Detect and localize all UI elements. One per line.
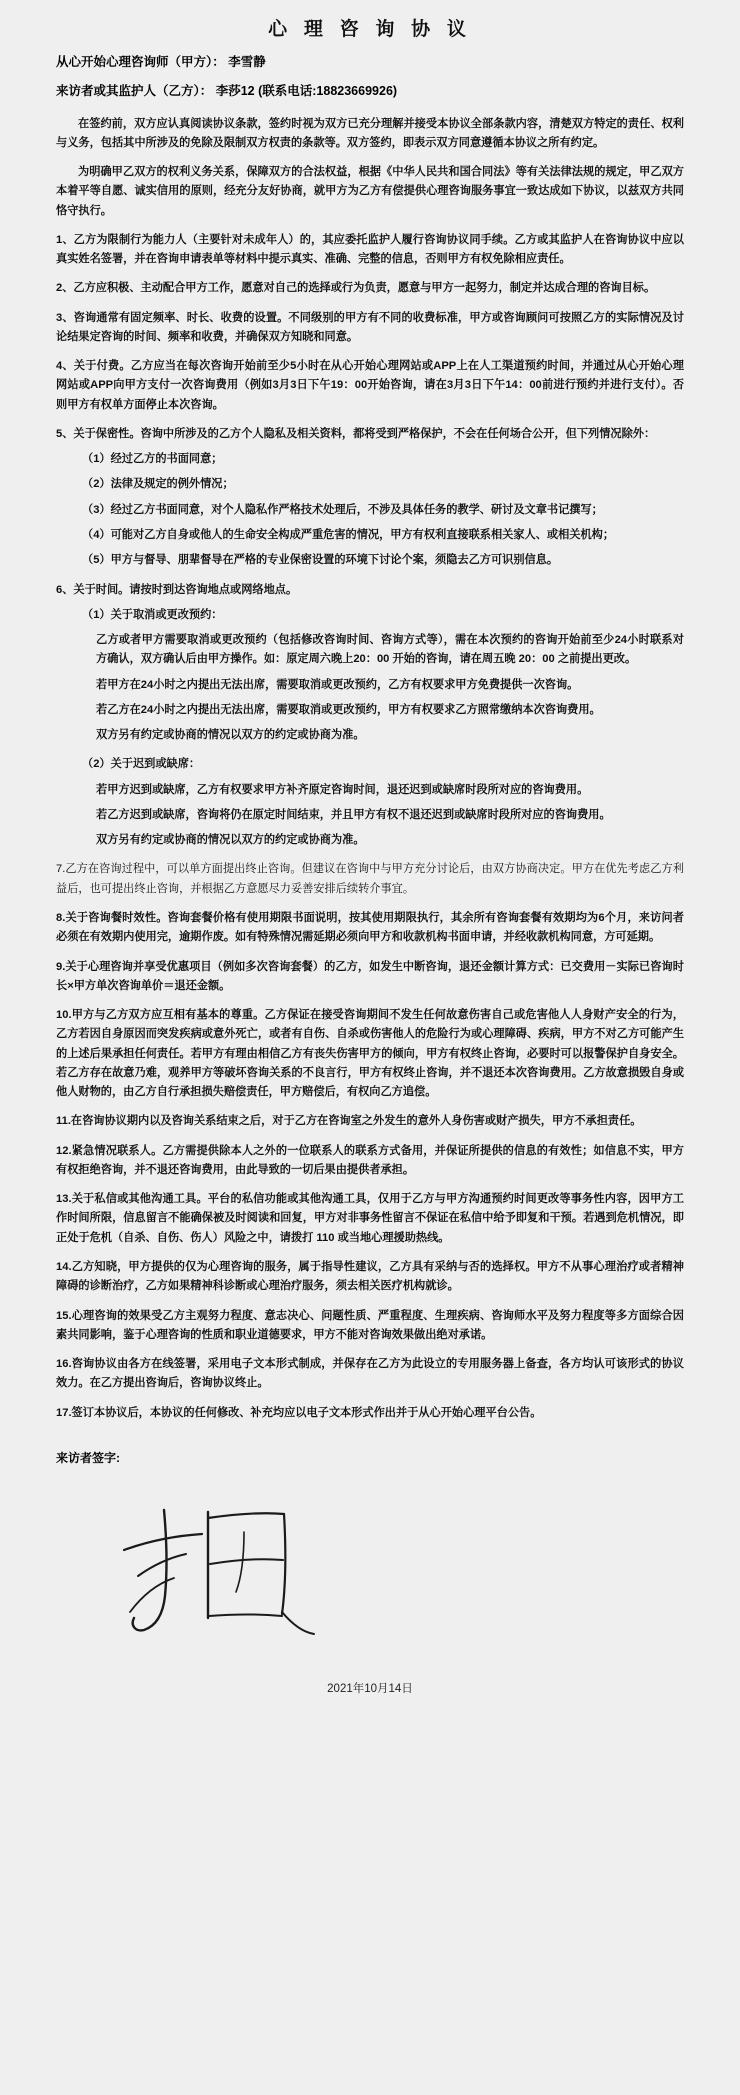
paragraph-clause-2: 2、乙方应积极、主动配合甲方工作，愿意对自己的选择或行为负责，愿意与甲方一起努力，制定并达成合理的咨询目标。 (56, 282, 656, 295)
paragraph-clause-6-2c: 双方另有约定或协商的情况以双方的约定或协商为准。 (96, 834, 365, 847)
handwritten-signature (116, 1492, 336, 1642)
paragraph-clause-6-2b: 若乙方迟到或缺席，咨询将仍在原定时间结束，并且甲方有权不退还迟到或缺席时段所对应的咨询费用。 (96, 808, 611, 821)
paragraph-clause-6-1a: 乙方或者甲方需要取消或更改预约（包括修改咨询时间、咨询方式等），需在本次预约的咨询开始前至少24小时联系对方确认，双方确认后由甲方操作。如：原定周六晚上20：00 开始的咨询，请在周五晚 20：00 之前提出更改。 (96, 634, 684, 666)
signature-label: 来访者签字: (56, 1450, 120, 1465)
paragraph-clause-11: 11.在咨询协议期内以及咨询关系结束之后，对于乙方在咨询室之外发生的意外人身伤害或财产损失，甲方不承担责任。 (56, 1115, 642, 1128)
paragraph-clause-5: 5、关于保密性。咨询中所涉及的乙方个人隐私及相关资料，都将受到严格保护，不会在任何场合公开，但下列情况除外： (56, 427, 656, 440)
party-a-line: 从心开始心理咨询师（甲方）： 李雪静 (56, 55, 266, 69)
paragraph-intro-1: 在签约前，双方应认真阅读协议条款，签约时视为双方已充分理解并接受本协议全部条款内容，清楚双方特定的责任、权利与义务，包括其中所涉及的免除及限制双方权责的条款等。双方签约，即表示双方同意遵循本协议之所有约定。 (56, 117, 684, 149)
paragraph-clause-5-5: （5）甲方与督导、朋辈督导在严格的专业保密设置的环境下讨论个案，须隐去乙方可识别信息。 (82, 554, 559, 567)
paragraph-intro-2: 为明确甲乙双方的权利义务关系，保障双方的合法权益，根据《中华人民共和国合同法》等有关法律法规的规定，甲乙双方本着平等自愿、诚实信用的原则，经充分友好协商，就甲方为乙方有偿提供心理咨询服务事宜一致达成如下协议，以兹双方共同恪守执行。 (56, 166, 684, 217)
paragraph-clause-6-1c: 若乙方在24小时之内提出无法出席，需要取消或更改预约，甲方有权要求乙方照常缴纳本次咨询费用。 (96, 703, 601, 716)
paragraph-clause-3: 3、咨询通常有固定频率、时长、收费的设置。不同级别的甲方有不同的收费标准，甲方或咨询顾问可按照乙方的实际情况及讨论结果定咨询的时间、频率和收费，并确保双方知晓和同意。 (56, 311, 684, 343)
document-body (0, 53, 740, 1676)
paragraph-clause-16: 16.咨询协议由各方在线签署，采用电子文本形式制成，并保存在乙方为此设立的专用服务器上备查，各方均认可该形式的协议效力。在乙方提出咨询后，咨询协议终止。 (56, 1358, 684, 1390)
paragraph-clause-10: 10.甲方与乙方双方应互相有基本的尊重。乙方保证在接受咨询期间不发生任何故意伤害自己或危害他人人身财产安全的行为，乙方若因自身原因而突发疾病或意外死亡，或者有自伤、自杀或伤害他人的危险行为或心理障碍、疾病，甲方不对乙方可能产生的上述后果承担任何责任。若甲方有理由相信乙方有丧失伤害甲方的倾向，甲方有权终止咨询，必要时可以报警保护自身安全。若乙方存在故意乃难，观养甲方等破坏咨询关系的不良言行，甲方有权终止咨询，并不退还本次咨询费用。乙方故意损毁自身或他人财物的，由乙方自行承担损失赔偿责任，甲方赔偿后，有权向乙方追偿。 (56, 1009, 684, 1099)
document-date: 2021年10月14日 (327, 1682, 413, 1695)
paragraph-clause-15: 15.心理咨询的效果受乙方主观努力程度、意志决心、问题性质、严重程度、生理疾病、咨询师水平及努力程度等多方面综合因素共同影响，鉴于心理咨询的性质和职业道德要求，甲方不能对咨询效果做出绝对承诺。 (56, 1309, 684, 1341)
paragraph-clause-6-1b: 若甲方在24小时之内提出无法出席，需要取消或更改预约，乙方有权要求甲方免费提供一次咨询。 (96, 678, 579, 691)
party-b-line: 来访者或其监护人（乙方）： 李莎12 (联系电话:18823669926) (56, 83, 398, 98)
paragraph-clause-6-2a: 若甲方迟到或缺席，乙方有权要求甲方补齐原定咨询时间，退还迟到或缺席时段所对应的咨询费用。 (96, 783, 589, 796)
paragraph-clause-5-3: （3）经过乙方书面同意，对个人隐私作严格技术处理后，不涉及具体任务的教学、研讨及文章书记撰写； (82, 503, 603, 516)
paragraph-clause-12: 12.紧急情况联系人。乙方需提供除本人之外的一位联系人的联系方式备用，并保证所提供的信息的有效性；如信息不实，甲方有权拒绝咨询，并不退还咨询费用，由此导致的一切后果由提供者承担。 (56, 1144, 684, 1176)
paragraph-clause-7: 7.乙方在咨询过程中，可以单方面提出终止咨询。但建议在咨询中与甲方充分讨论后，由双方协商决定。甲方在优先考虑乙方利益后，也可提出终止咨询，并根据乙方意愿尽力妥善安排后续转介事宜。 (56, 863, 684, 895)
paragraph-clause-5-2: （2）法律及规定的例外情况； (82, 478, 234, 491)
paragraph-clause-6-1d: 双方另有约定或协商的情况以双方的约定或协商为准。 (96, 729, 365, 742)
paragraph-clause-14: 14.乙方知晓，甲方提供的仅为心理咨询的服务，属于指导性建议，乙方具有采纳与否的选择权。甲方不从事心理治疗或者精神障碍的诊断治疗，乙方如果精神科诊断或心理治疗服务，须去相关医疗机构就诊。 (56, 1260, 684, 1293)
paragraph-clause-5-1: （1）经过乙方的书面同意； (82, 453, 223, 466)
paragraph-clause-1: 1、乙方为限制行为能力人（主要针对未成年人）的，其应委托监护人履行咨询协议同手续。乙方或其监护人在咨询协议中应以真实姓名签署，并在咨询申请表单等材料中提示真实、准确、完整的信息，否则甲方有权免除相应责任。 (56, 233, 684, 266)
paragraph-clause-6-1: （1）关于取消或更改预约： (82, 608, 223, 621)
paragraph-clause-8: 8.关于咨询餐时效性。咨询套餐价格有使用期限书面说明，按其使用期限执行，其余所有咨询套餐有效期均为6个月，来访问者必须在有效期内使用完，逾期作废。如有特殊情况需延期必须向甲方和收款机构书面申请，并经收款机构同意，方可延期。 (56, 912, 684, 944)
paragraph-clause-13: 13.关于私信或其他沟通工具。平台的私信功能或其他沟通工具，仅用于乙方与甲方沟通预约时间更改等事务性内容，因甲方工作时间所限，信息留言不能确保被及时阅读和回复，甲方对非事务性留言不保证在私信中给予即复和干预。若遇到危机情况，即正处于危机（自杀、自伤、伤人）风险之中，请拨打 110 或当地心理援助热线。 (56, 1193, 684, 1244)
paragraph-clause-6: 6、关于时间。请按时到达咨询地点或网络地点。 (56, 583, 298, 596)
paragraph-clause-9: 9.关于心理咨询并享受优惠项目（例如多次咨询套餐）的乙方，如发生中断咨询，退还金额计算方式：已交费用－实际已咨询时长×甲方单次咨询单价＝退还金额。 (56, 960, 684, 992)
signature-area[interactable] (56, 1466, 684, 1676)
paragraph-clause-6-2: （2）关于迟到或缺席： (82, 758, 201, 771)
paragraph-clause-4: 4、关于付费。乙方应当在每次咨询开始前至少5小时在从心开始心理网站或APP上在人工渠道预约时间，并通过从心开始心理网站或APP向甲方支付一次咨询费用（例如3月3日下午19：00开始咨询，请在3月3日下午14：00前进行预约并进行支付）。否则甲方有权单方面停止本次咨询。 (56, 360, 684, 411)
paragraph-clause-5-4: （4）可能对乙方自身或他人的生命安全构成严重危害的情况，甲方有权利直接联系相关家人、或相关机构； (82, 529, 615, 542)
page-title: 心 理 咨 询 协 议 (268, 19, 472, 40)
paragraph-clause-17: 17.签订本协议后，本协议的任何修改、补充均应以电子文本形式作出并于从心开始心理平台公告。 (56, 1406, 542, 1419)
